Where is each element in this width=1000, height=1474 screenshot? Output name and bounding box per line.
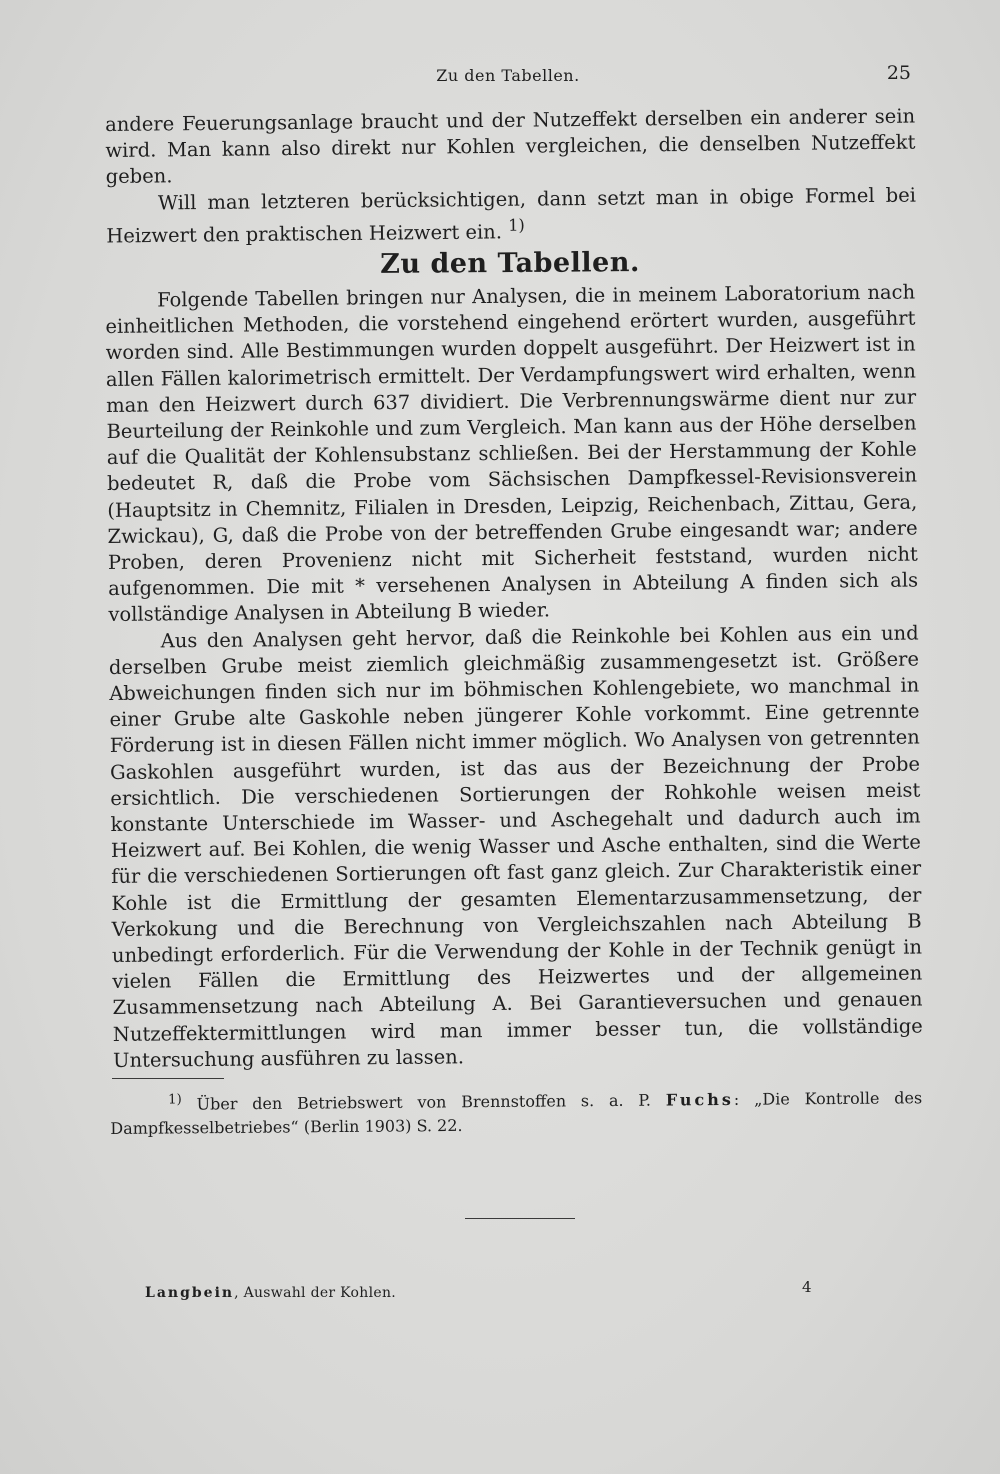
- footnote-divider: [112, 1078, 224, 1079]
- footnote: [110, 1082, 922, 1141]
- footnote-lead: Über den Betriebswert von Brennstoffen s. a. P.: [196, 1090, 652, 1114]
- running-head: Zu den Tabellen.: [436, 66, 580, 85]
- paragraph: [106, 182, 917, 249]
- footnote-marker: 1): [168, 1092, 182, 1108]
- footnote-citation: : „Die Kontrolle des Dampfkesselbetriebes“ (Berlin 1903) S. 22.: [110, 1088, 923, 1139]
- footer-imprint: [145, 1285, 396, 1301]
- section-body: [105, 280, 923, 1075]
- footnote-reference: 1): [508, 215, 525, 235]
- end-rule: [465, 1218, 575, 1219]
- page-number: 25: [886, 62, 911, 84]
- page-header: [105, 62, 911, 92]
- paragraph: Folgende Tabellen bringen nur Analysen, die in meinem Laboratorium nach einheitlichen Methoden, die vorstehend eingehend erörtert wurden, ausgeführt worden sind. Alle Bestimmungen wurden doppelt ausgeführt. Der Heizwert ist in allen Fällen kalorimetrisch ermittelt. Der Verdampfungswert wird erhalten, wenn man den Heizwert durch 637 dividiert. Die Verbrennungswärme dient nur zur Beurteilung der Reinkohle und zum Vergleich. Man kann aus der Höhe derselben auf die Qualität der Kohlensubstanz schließen. Bei der Herstammung der Kohle bedeutet R, daß die Probe vom Sächsischen Dampfkessel-Revisionsverein (Hauptsitz in Chemnitz, Filialen in Dresden, Leipzig, Reichenbach, Zittau, Gera, Zwickau), G, daß die Probe von der betreffenden Grube eingesandt war; andere Proben, deren Provenienz nicht mit Sicherheit feststand, wurden nicht aufgenommen. Die mit * versehenen Analysen in Abteilung A finden sich als vollständige Analysen in Abteilung B wieder.: [105, 280, 919, 627]
- paragraph-text: Will man letzteren berücksichtigen, dann setzt man in obige Formel bei Heizwert den praktischen Heizwert ein.: [106, 183, 917, 248]
- footnote-text: [110, 1082, 922, 1141]
- signature-mark: 4: [802, 1278, 812, 1296]
- continued-text: [105, 104, 916, 250]
- footnote-author: Fuchs: [665, 1089, 734, 1110]
- section-title: Zu den Tabellen.: [380, 247, 640, 280]
- paragraph: andere Feuerungsanlage braucht und der Nutzeffekt derselben ein anderer sein wird. Man kann also direkt nur Kohlen vergleichen, die denselben Nutzeffekt geben.: [105, 104, 916, 189]
- paragraph: Aus den Analysen geht hervor, daß die Reinkohle bei Kohlen aus ein und derselben Grube meist ziemlich gleichmäßig zusammengesetzt ist. Größere Abweichungen finden sich nur im böhmischen Kohlengebiete, wo manchmal in einer Grube alte Gaskohle neben jüngerer Kohle vorkommt. Eine getrennte Förderung ist in diesen Fällen nicht immer möglich. Wo Analysen von getrennten Gaskohlen ausgeführt wurden, ist das aus der Bezeichnung der Probe ersichtlich. Die verschiedenen Sortierungen der Rohkohle weisen meist konstante Unterschiede im Wasser- und Aschegehalt und dadurch auch im Heizwert auf. Bei Kohlen, die wenig Wasser und Asche enthalten, sind die Werte für die verschiedenen Sortierungen oft fast ganz gleich. Zur Charakteristik einer Kohle ist die Ermittlung der gesamten Elementarzusammensetzung, der Verkokung und die Berechnung von Vergleichszahlen nach Abteilung B unbedingt erforderlich. Für die Verwendung der Kohle in der Technik genügt in vielen Fällen die Ermittlung des Heizwertes und der allgemeinen Zusammensetzung nach Abteilung A. Bei Garantieversuchen und genauen Nutzeffektermittlungen wird man immer besser tun, die vollständige Untersuchung ausführen zu lassen.: [108, 621, 923, 1072]
- footer-book-title: , Auswahl der Kohlen.: [234, 1285, 397, 1301]
- footer-author-name: Langbein: [145, 1285, 235, 1301]
